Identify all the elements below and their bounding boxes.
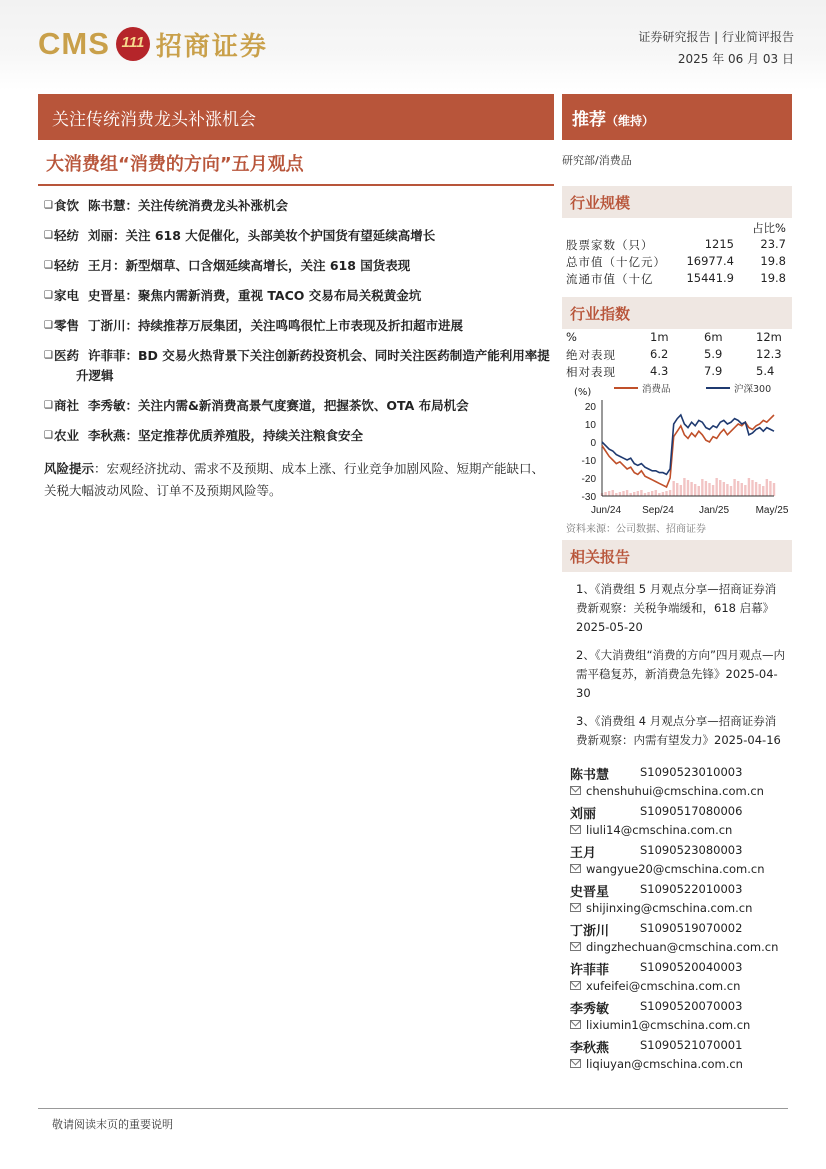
analyst-email[interactable]: wangyue20@cmschina.com.cn bbox=[586, 862, 765, 876]
item-text: 史晋星：聚焦内需新消费，重视 TACO 交易布局关税黄金坑 bbox=[88, 288, 422, 303]
index-heading: 行业指数 bbox=[562, 297, 792, 329]
item-text: 许菲菲：BD 交易火热背景下关注创新药投资机会、同时关注医药制造产能利用率提升逻辑 bbox=[76, 348, 550, 383]
mail-icon bbox=[570, 825, 581, 834]
list-item bbox=[44, 286, 554, 306]
index-col-header: 1m bbox=[650, 330, 669, 344]
analyst-name: 李秀敏 bbox=[570, 1002, 610, 1017]
index-value: 6.2 bbox=[650, 347, 669, 361]
index-value: 4.3 bbox=[650, 364, 669, 378]
scale-label: 总市值（十亿元） bbox=[566, 255, 666, 269]
volume-bar bbox=[748, 478, 750, 496]
list-item bbox=[44, 226, 554, 246]
analyst-name: 刘丽 bbox=[570, 807, 597, 822]
analyst-email[interactable]: dingzhechuan@cmschina.com.cn bbox=[586, 940, 779, 954]
related-report-link[interactable]: 3、《消费组 4 月观点分享—招商证券消费新观察：内需有望发力》2025-04-16 bbox=[576, 714, 781, 747]
related-report-link[interactable]: 1、《消费组 5 月观点分享—招商证券消费新观察：关税争端缓和，618 启幕》2025-05-20 bbox=[576, 582, 777, 634]
analyst-email[interactable]: xufeifei@cmschina.com.cn bbox=[586, 979, 741, 993]
analyst-name: 陈书慧 bbox=[570, 768, 610, 783]
item-sector: 农业 bbox=[54, 428, 80, 443]
volume-bar bbox=[687, 480, 689, 496]
rating-sub: （维持） bbox=[606, 114, 655, 128]
chart-svg bbox=[566, 380, 788, 518]
volume-bar bbox=[705, 481, 707, 496]
volume-bar bbox=[672, 481, 674, 496]
analyst-list bbox=[570, 764, 790, 1076]
scale-label: 流通市值（十亿 bbox=[566, 272, 654, 286]
related-heading: 相关报告 bbox=[562, 540, 792, 572]
department: 研究部/消费品 bbox=[562, 154, 632, 167]
analyst-entry bbox=[570, 998, 790, 1037]
legend-label: 沪深300 bbox=[734, 384, 772, 395]
volume-bar bbox=[762, 486, 764, 496]
analyst-entry bbox=[570, 764, 790, 803]
page-title: 大消费组“消费的方向”五月观点 bbox=[46, 154, 304, 175]
x-tick-label: Jun/24 bbox=[590, 505, 622, 516]
index-value: 5.9 bbox=[704, 347, 723, 361]
logo-badge-icon: 111 bbox=[116, 27, 150, 61]
index-value: 7.9 bbox=[704, 364, 723, 378]
list-item bbox=[44, 316, 554, 336]
volume-bar bbox=[758, 484, 760, 496]
y-axis-label: (%) bbox=[574, 387, 592, 398]
header-meta bbox=[638, 26, 794, 70]
volume-bar bbox=[637, 491, 639, 496]
mail-icon bbox=[570, 903, 581, 912]
volume-bar bbox=[608, 491, 610, 496]
item-text: 刘丽：关注 618 大促催化，头部美妆个护国货有望延续高增长 bbox=[88, 228, 436, 243]
index-value: 12.3 bbox=[756, 347, 782, 361]
item-sector: 家电 bbox=[54, 288, 80, 303]
volume-bar bbox=[744, 485, 746, 496]
volume-bar bbox=[726, 484, 728, 496]
volume-bar bbox=[723, 482, 725, 496]
volume-bar bbox=[622, 491, 624, 496]
report-date: 2025 年 06 月 03 日 bbox=[677, 52, 794, 66]
checkbox-bullet-icon: ❑ bbox=[44, 230, 53, 241]
x-tick-label: May/25 bbox=[755, 505, 788, 516]
volume-bar bbox=[655, 490, 657, 496]
item-sector: 商社 bbox=[54, 398, 80, 413]
item-text: 李秋燕：坚定推荐优质养殖股，持续关注粮食安全 bbox=[88, 428, 364, 443]
analyst-entry bbox=[570, 803, 790, 842]
subtitle-banner bbox=[38, 94, 554, 140]
index-header-row bbox=[566, 330, 788, 347]
volume-bar bbox=[733, 479, 735, 496]
viewpoint-list bbox=[44, 196, 554, 456]
item-sector: 零售 bbox=[54, 318, 80, 333]
index-chart bbox=[566, 380, 788, 518]
item-sector: 食饮 bbox=[54, 198, 80, 213]
mail-icon bbox=[570, 786, 581, 795]
y-tick-label: 10 bbox=[584, 420, 596, 431]
volume-bar bbox=[730, 486, 732, 496]
scale-label: 股票家数（只） bbox=[566, 238, 654, 252]
index-row bbox=[566, 364, 788, 381]
checkbox-bullet-icon: ❑ bbox=[44, 200, 53, 211]
series-line bbox=[602, 415, 774, 474]
report-type: 证券研究报告 | 行业简评报告 bbox=[638, 30, 794, 44]
analyst-name: 丁浙川 bbox=[570, 924, 610, 939]
analyst-license: S1090523080003 bbox=[640, 843, 743, 857]
volume-bar bbox=[773, 483, 775, 496]
volume-bar bbox=[619, 492, 621, 496]
volume-bar bbox=[683, 478, 685, 496]
analyst-license: S1090523010003 bbox=[640, 765, 743, 779]
checkbox-bullet-icon: ❑ bbox=[44, 290, 53, 301]
analyst-entry bbox=[570, 959, 790, 998]
analyst-entry bbox=[570, 842, 790, 881]
volume-bar bbox=[676, 483, 678, 496]
analyst-entry bbox=[570, 881, 790, 920]
analyst-license: S1090517080006 bbox=[640, 804, 743, 818]
volume-bar bbox=[701, 479, 703, 496]
analyst-license: S1090521070001 bbox=[640, 1038, 743, 1052]
scale-row bbox=[566, 254, 788, 271]
scale-heading: 行业规模 bbox=[562, 186, 792, 218]
volume-bar bbox=[741, 483, 743, 496]
analyst-entry bbox=[570, 920, 790, 959]
scale-value: 16977.4 bbox=[686, 254, 734, 268]
scale-row bbox=[566, 271, 788, 288]
analyst-email[interactable]: liuli14@cmschina.com.cn bbox=[586, 823, 733, 837]
index-row bbox=[566, 347, 788, 364]
item-text: 王月：新型烟草、口含烟延续高增长，关注 618 国货表现 bbox=[88, 258, 411, 273]
index-col-header: % bbox=[566, 330, 577, 344]
checkbox-bullet-icon: ❑ bbox=[44, 350, 53, 361]
list-item bbox=[44, 196, 554, 216]
checkbox-bullet-icon: ❑ bbox=[44, 260, 53, 271]
analyst-email[interactable]: lixiumin1@cmschina.com.cn bbox=[586, 1018, 751, 1032]
related-report-link[interactable]: 2、《大消费组“消费的方向”四月观点—内需平稳复苏，新消费急先锋》2025-04-30 bbox=[576, 648, 785, 700]
mail-icon bbox=[570, 981, 581, 990]
volume-bar bbox=[604, 492, 606, 496]
analyst-name: 王月 bbox=[570, 846, 597, 861]
list-item bbox=[44, 256, 554, 276]
scale-col-header: 占比% bbox=[752, 221, 786, 235]
volume-bar bbox=[712, 485, 714, 496]
analyst-email[interactable]: shijinxing@cmschina.com.cn bbox=[586, 901, 753, 915]
volume-bar bbox=[665, 491, 667, 496]
series-line bbox=[602, 415, 774, 487]
list-item bbox=[44, 346, 554, 386]
item-text: 陈书慧：关注传统消费龙头补涨机会 bbox=[88, 198, 289, 213]
analyst-license: S1090522010003 bbox=[640, 882, 743, 896]
logo-chinese: 招商证券 bbox=[155, 31, 268, 62]
y-tick-label: -10 bbox=[581, 456, 596, 467]
checkbox-bullet-icon: ❑ bbox=[44, 430, 53, 441]
checkbox-bullet-icon: ❑ bbox=[44, 320, 53, 331]
title-divider bbox=[38, 184, 554, 186]
index-label: 绝对表现 bbox=[566, 348, 616, 362]
rating-banner bbox=[562, 94, 792, 140]
volume-bar bbox=[737, 481, 739, 496]
analyst-email[interactable]: chenshuhui@cmschina.com.cn bbox=[586, 784, 764, 798]
volume-bar bbox=[690, 482, 692, 496]
index-col-header: 12m bbox=[756, 330, 782, 344]
volume-bar bbox=[751, 480, 753, 496]
item-text: 丁浙川：持续推荐万辰集团，关注鸣鸣很忙上市表现及折扣超市进展 bbox=[88, 318, 464, 333]
y-tick-label: -20 bbox=[581, 474, 596, 485]
scale-table bbox=[566, 220, 788, 288]
volume-bar bbox=[626, 490, 628, 496]
analyst-name: 李秋燕 bbox=[570, 1041, 610, 1056]
checkbox-bullet-icon: ❑ bbox=[44, 400, 53, 411]
footer-divider bbox=[38, 1108, 788, 1109]
scale-row bbox=[566, 237, 788, 254]
y-tick-label: -30 bbox=[581, 492, 596, 503]
list-item bbox=[44, 396, 554, 416]
analyst-license: S1090520070003 bbox=[640, 999, 743, 1013]
volume-bar bbox=[647, 492, 649, 496]
x-tick-label: Sep/24 bbox=[642, 505, 674, 516]
x-tick-label: Jan/25 bbox=[698, 505, 730, 516]
analyst-name: 史晋星 bbox=[570, 885, 610, 900]
volume-bar bbox=[719, 480, 721, 496]
analyst-entry bbox=[570, 1037, 790, 1076]
item-sector: 轻纺 bbox=[54, 258, 80, 273]
scale-share: 19.8 bbox=[760, 271, 786, 285]
item-text: 李秀敏：关注内需&新消费高景气度赛道，把握茶饮、OTA 布局机会 bbox=[88, 398, 469, 413]
volume-bar bbox=[755, 482, 757, 496]
volume-bar bbox=[708, 483, 710, 496]
analyst-email[interactable]: liqiuyan@cmschina.com.cn bbox=[586, 1057, 743, 1071]
volume-bar bbox=[633, 492, 635, 496]
analyst-name: 许菲菲 bbox=[570, 963, 610, 978]
volume-bar bbox=[651, 491, 653, 496]
scale-value: 1215 bbox=[704, 237, 734, 251]
rating-label: 推荐（维持） bbox=[572, 110, 655, 130]
volume-bar bbox=[680, 485, 682, 496]
volume-bar bbox=[766, 479, 768, 496]
footer-note: 敬请阅读末页的重要说明 bbox=[52, 1118, 173, 1131]
legend-label: 消费品 bbox=[642, 384, 671, 395]
volume-bar bbox=[769, 481, 771, 496]
item-sector: 轻纺 bbox=[54, 228, 80, 243]
volume-bar bbox=[694, 484, 696, 496]
mail-icon bbox=[570, 1020, 581, 1029]
scale-value: 15441.9 bbox=[686, 271, 734, 285]
subtitle: 关注传统消费龙头补涨机会 bbox=[52, 110, 256, 130]
mail-icon bbox=[570, 1059, 581, 1068]
list-item bbox=[44, 426, 554, 446]
volume-bar bbox=[640, 490, 642, 496]
volume-bar bbox=[662, 492, 664, 496]
mail-icon bbox=[570, 942, 581, 951]
chart-source: 资料来源：公司数据、招商证券 bbox=[566, 524, 706, 535]
related-reports bbox=[576, 580, 786, 759]
risk-warning: 风险提示：宏观经济扰动、需求不及预期、成本上涨、行业竞争加剧风险、短期产能缺口、关税大幅波动风险、订单不及预期风险等。 bbox=[44, 461, 545, 498]
scale-share: 23.7 bbox=[760, 237, 786, 251]
analyst-license: S1090519070002 bbox=[640, 921, 743, 935]
index-col-header: 6m bbox=[704, 330, 723, 344]
y-tick-label: 20 bbox=[584, 402, 596, 413]
mail-icon bbox=[570, 864, 581, 873]
volume-bar bbox=[715, 478, 717, 496]
analyst-license: S1090520040003 bbox=[640, 960, 743, 974]
company-logo bbox=[38, 22, 268, 66]
index-label: 相对表现 bbox=[566, 365, 616, 379]
y-tick-label: 0 bbox=[590, 438, 596, 449]
logo-latin: CMS bbox=[38, 26, 110, 61]
index-table bbox=[566, 330, 788, 381]
index-value: 5.4 bbox=[756, 364, 775, 378]
volume-bar bbox=[669, 490, 671, 496]
scale-share: 19.8 bbox=[760, 254, 786, 268]
item-sector: 医药 bbox=[54, 348, 80, 363]
volume-bar bbox=[612, 490, 614, 496]
volume-bar bbox=[698, 486, 700, 496]
